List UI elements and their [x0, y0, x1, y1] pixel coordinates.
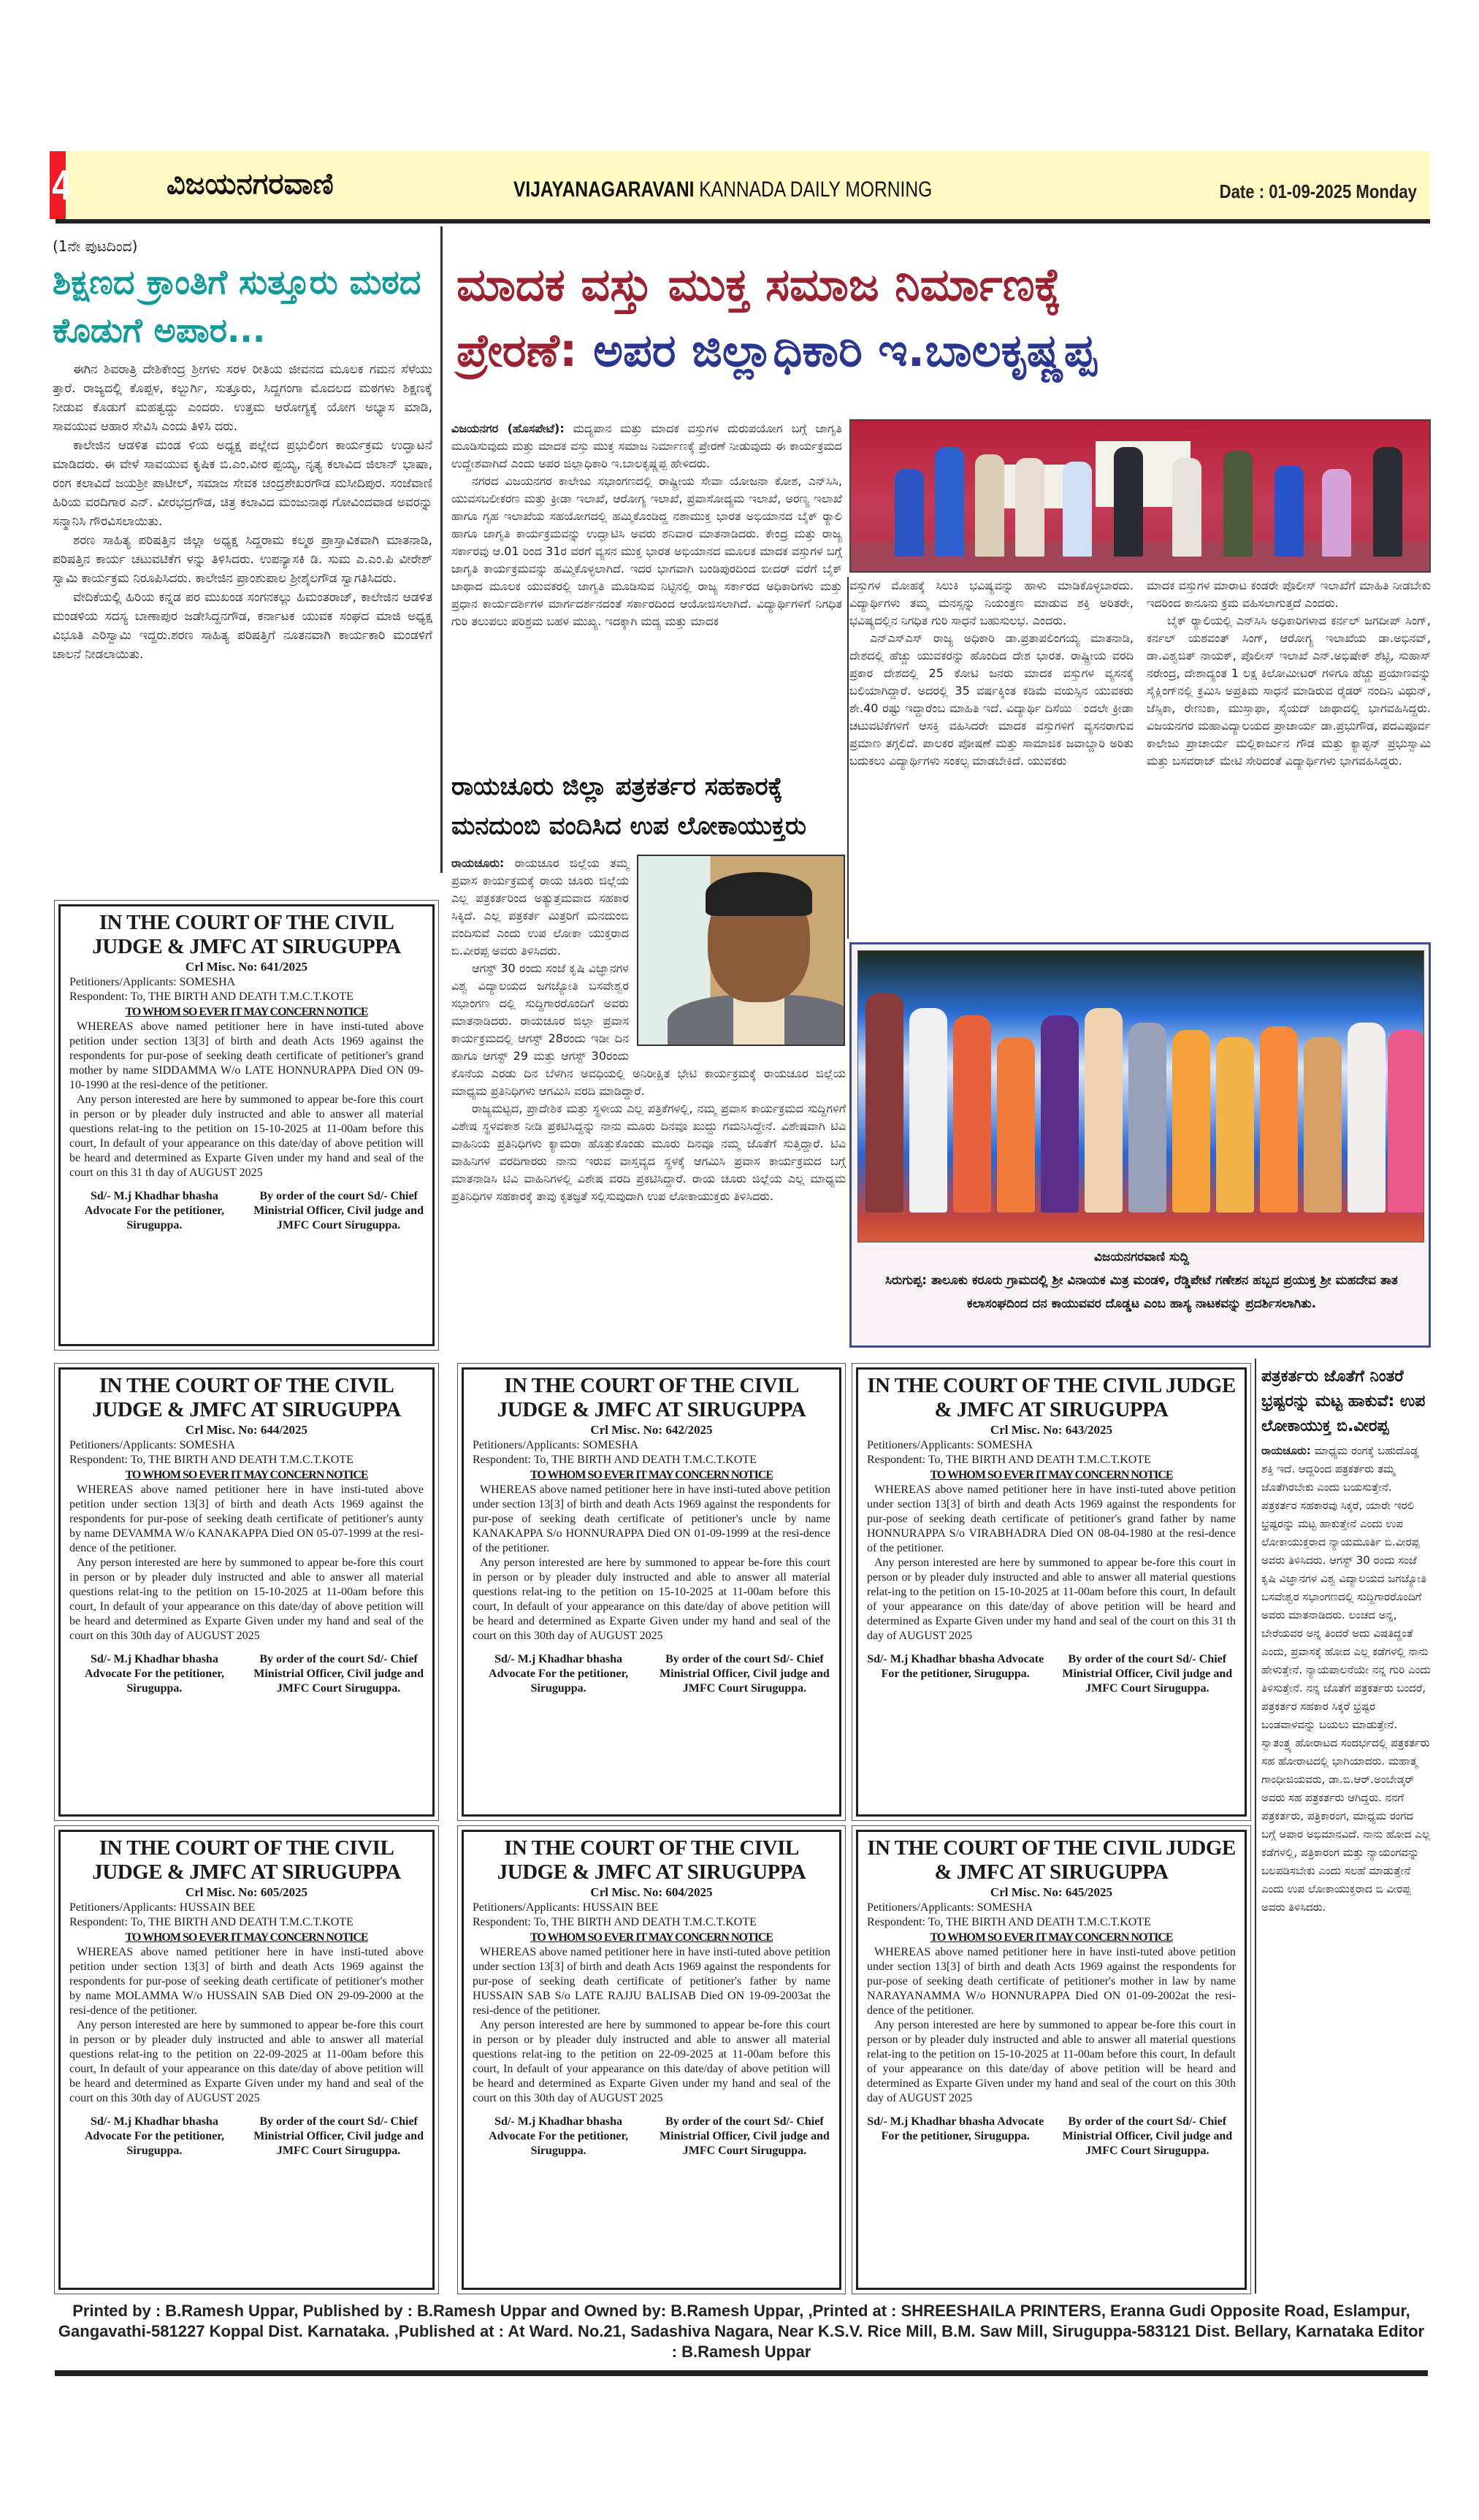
- dateline: ರಾಯಚೂರು:: [451, 856, 505, 870]
- notice-case-number: Crl Misc. No: 645/2025: [990, 1885, 1113, 1899]
- paper-name-bold: VIJAYANAGARAVANI: [513, 177, 695, 202]
- paragraph: ರಾಜ್ಯಮಟ್ಟದ, ಪ್ರಾದೇಶಿಕ ಮತ್ತು ಸ್ಥಳೀಯ ಎಲ್ಲ ಪತ್ರಿಕೆಗಳಲ್ಲಿ, ನಮ್ಮ ಪ್ರವಾಸ ಕಾರ್ಯಕ್ರಮದ ಸುದ್ದಿಗಳಿಗೆ ವಿಶೇಷ ಸ್ಥಳವಕಾಶ ನೀಡಿ ಪ್ರಕಟಿಸಿದ್ದನ್ನು ನಾನು ಮೂರು ದಿನವೂ ಖುದ್ದು ಗಮನಿಸಿದ್ದೇನೆ. ವಿಶೇಷವಾಗಿ ಟಿವಿ ವಾಹಿನಿಯ ಪ್ರತಿನಿಧಿಗಳು ಕ್ಯಾಮರಾ ಹೊತ್ತುಕೊಂಡು ಮೂರು ದಿನವೂ ನಮ್ಮ ಜೊತೆಗೆ ಸುತ್ತಿದ್ದಾರೆ. ಟಿವಿ ವಾಹಿನಿಗಳ ವರದಿಗಾರರು ನಾನು ಇರುವ ವಾಸ್ತವ್ಯದ ಸ್ಥಳಕ್ಕೆ ಆಗಮಿಸಿ ಪ್ರವಾಸ ಕಾರ್ಯಕ್ರಮದ ಬಗ್ಗೆ ಮಾತನಾಡಿಸಿ ಟಿವಿ ವಾಹಿನಿಗಳಲ್ಲಿ ವಿಶೇಷ ವರದಿ ಪ್ರಕಟಿಸಿದ್ದಾರೆ. ರಾಯ ಚೂರು ಜಿಲ್ಲೆಯ ಎಲ್ಲ ಮಾಧ್ಯಮ ಪ್ರತಿನಿಧಿಗಳ ಸಹಕಾರಕ್ಕೆ ತಾವು ಕೃತಜ್ಞತೆ ಸಲ್ಲಿಸುವುದಾಗಿ ಉಪ ಲೋಕಾಯುಕ್ತರು ತಿಳಿಸಿದರು.: [451, 1101, 846, 1203]
- notice-concern: TO WHOM SO EVER IT MAY CONCERN NOTICE: [125, 1469, 368, 1481]
- photo-figure: [1041, 1015, 1079, 1213]
- main-headline-line2-red: ಪ್ರೇರಣೆ:: [456, 324, 578, 377]
- notice-order: By order of the court Sd/- Chief Ministrial Officer, Civil judge and JMFC Court Siruguppa.: [253, 2115, 424, 2157]
- notice-respondent: Respondent: To, THE BIRTH AND DEATH T.M.C.T.KOTE: [867, 1454, 1151, 1466]
- photo-figure: [1085, 1008, 1123, 1213]
- paragraph: ಮದ್ಯಪಾನ ಮತ್ತು ಮಾದಕ ವಸ್ತುಗಳ ದುರುಪಯೋಗ ಬಗ್ಗೆ ಜಾಗೃತಿ ಮೂಡಿಸುವುದು ಮತ್ತು ಮಾದಕ ವಸ್ತು ಮುಕ್ತ ಸಮಾಜ ನಿರ್ಮಾಣಕ್ಕೆ ಪ್ರೇರಣೆ ನೀಡುವುದು ಈ ಕಾರ್ಯಕ್ರಮದ ಉದ್ದೇಶವಾಗಿದೆ ಎಂದು ಅಪರ ಜಿಲ್ಲಾಧಿಕಾರಿ ಇ.ಬಾಲಕೃಷ್ಣಪ್ಪ ಹೇಳಿದರು.: [451, 421, 842, 470]
- photo-figure: [935, 447, 964, 557]
- photo-figure: [1063, 462, 1092, 557]
- notice-whereas: WHEREAS above named petitioner here in have insti-tuted above petition under section 13[3] of birth and death Acts 1969 against the respondents for pur-pose of seeking death certificate of petitioner's aunty by name DEVAMMA W/o KANAKAPPA Died ON 05-07-1999 at the resi-dence of the petitioner.: [69, 1484, 424, 1554]
- photo-figure: [1172, 1030, 1210, 1213]
- notice-order: By order of the court Sd/- Chief Ministrial Officer, Civil judge and JMFC Court Siruguppa.: [1062, 1653, 1233, 1695]
- notice-title: IN THE COURT OF THE CIVIL JUDGE & JMFC AT SIRUGUPPA: [867, 1836, 1236, 1884]
- notice-signatures: [69, 2115, 424, 2158]
- imprint-footer: Printed by : B.Ramesh Uppar, Published by : B.Ramesh Uppar and Owned by: B.Ramesh Uppar, ,Printed at : SHREESHAILA PRINTERS, Eranna Gudi Opposite Road, Eslampur, Gangavathi-581227 Koppal Dist. Karnataka. ,Published at : At Ward. No.21, Sadashiva Nagara, Near K.S.V. Rice Mill, B.M. Saw Mill, Siruguppa-583121 Dist. Bellary, Karnataka Editor : B.Ramesh Uppar: [58, 2302, 1425, 2361]
- notice-title: IN THE COURT OF THE CIVIL JUDGE & JMFC AT SIRUGUPPA: [92, 1374, 401, 1421]
- event-photo: [849, 419, 1431, 573]
- notice-whereas: WHEREAS above named petitioner here in have insti-tuted above petition under section 13[3] of birth and death Acts 1969 against the respondents for pur-pose of seeking death certificate of petitioner's mother in law by name NARAYANAMMA W/o HONNURAPPA Died ON 01-09-2002at the resi-dence of the petitioner.: [867, 1946, 1236, 2017]
- notice-respondent: Respondent: To, THE BIRTH AND DEATH T.M.C.T.KOTE: [473, 1916, 757, 1928]
- paragraph: ರಾಯಚೂರ ಜಿಲ್ಲೆಯ ತಮ್ಮ ಪ್ರವಾಸ ಕಾರ್ಯಕ್ರಮಕ್ಕೆ ರಾಯ ಚೂರು ಜಿಲ್ಲೆಯ ಎಲ್ಲ ಪತ್ರಕರ್ತರಿಂದ ಅತ್ಯುತ್ತಮವಾದ ಸಹಕಾರ ಸಿಕ್ಕಿದೆ. ಎಲ್ಲ ಪತ್ರಕರ್ತ ಮಿತ್ರರಿಗೆ ಮನದುಂಬಿ ವಂದಿಸುವೆ ಎಂದು ಉಪ ಲೋಕಾ ಯುಕ್ತರಾದ ಬಿ.ವೀರಪ್ಪ ಅವರು ತಿಳಿಸಿದರು.: [451, 856, 629, 958]
- paragraph: ಈಗಿನ ಶಿವರಾತ್ರಿ ದೇಶಿಕೇಂದ್ರ ಶ್ರೀಗಳು ಸರಳ ರೀತಿಯ ಜೀವನದ ಮೂಲಕ ಗಮನ ಸೆಳೆಯು ತ್ತಾರೆ. ರಾಜ್ಯದಲ್ಲಿ ಕೊಪ್ಪಳ, ಕಲ್ಬುರ್ಗಿ, ಸುತ್ತೂರು, ಸಿದ್ದಗಂಗಾ ಮೊದಲದ ಮಠಗಳು ಶಿಕ್ಷಣಕ್ಕೆ ನೀಡುವ ಕೊಡುಗೆ ಮಹತ್ವದ್ದು ಎಂದರು. ಉತ್ತಮ ಆರೋಗ್ಯಕ್ಕೆ ಯೋಗ ಅಭ್ಯಾಸ ಮಾಡಿ, ಸಾವಯುವ ಆಹಾರ ಸೇವಿಸಿ ಎಂದು ತಿಳಿಸಿ ದರು.: [53, 362, 432, 434]
- side-story-headline: ಪತ್ರಕರ್ತರು ಜೊತೆಗೆ ನಿಂತರೆ ಭ್ರಷ್ಟರನ್ನು ಮಟ್ಟ ಹಾಕುವೆ: ಉಪ ಲೋಕಾಯುಕ್ತ ಬಿ.ವೀರಪ್ಪ: [1261, 1367, 1426, 1435]
- paragraph: ಶರಣ ಸಾಹಿತ್ಯ ಪರಿಷತ್ತಿನ ಜಿಲ್ಲಾ ಅಧ್ಯಕ್ಷ ಸಿದ್ದರಾಮ ಕಲ್ಮಠ ಪ್ರಾಸ್ತಾವಿಕವಾಗಿ ಮಾತನಾಡಿ, ಪರಿಷತ್ತಿನ ಕಾರ್ಯ ಚಟುವಟಿಕೆಗ ಳನ್ನು ತಿಳಿಸಿದರು. ಉಪನ್ಯಾಸಕಿ ಡಿ. ಸುಮ ಎ.ಎಂ.ಪಿ ವೀರೇಶ್ ಸ್ವಾಮಿ ಕಾರ್ಯಕ್ರಮ ನಿರೂಪಿಸಿದರು. ಕಾಲೇಜಿನ ಪ್ರಾಂಶುಪಾಲ ಶ್ರೀಶೈಲಗೌಡ ಸ್ವಾಗತಿಸಿದರು.: [53, 533, 432, 586]
- photo-figure: [1322, 469, 1351, 557]
- notice-summon: Any person interested are here by summoned to appear be-fore this court in person or by pleader duly instructed and able to answer all material questions relat-ing to the petition on 15-10-2025 at 11-00am before this court, In default of your appearance on this date/day of above petition will be heard and determined as Exparte Given under my hand and seal of the court on this 31 th day of AUGUST 2025: [867, 1557, 1236, 1642]
- photo-figure: [1216, 1037, 1254, 1213]
- notice-summon: Any person interested are here by summoned to appear be-fore this court in person or by pleader duly instructed and able to answer all material questions relat-ing to the petition on 15-10-2025 at 11-00am before this court, In default of your appearance on this date/day of above petition will be heard and determined as Exparte Given under my hand and seal of the court on this 30th day of AUGUST 2025: [69, 1557, 424, 1642]
- notice-respondent: Respondent: To, THE BIRTH AND DEATH T.M.C.T.KOTE: [69, 1454, 353, 1466]
- photo-figure: [1348, 1023, 1386, 1213]
- notice-advocate: Sd/- M.j Khadhar bhasha Advocate For the petitioner, Siruguppa.: [867, 1653, 1044, 1680]
- notice-case-number: Crl Misc. No: 605/2025: [185, 1885, 308, 1899]
- notice-summon: Any person interested are here by summoned to appear be-fore this court in person or by pleader duly instructed and able to answer all material questions relat-ing to the petition on 22-09-2025 at 11-00am before this court, In default of your appearance on this date/day of above petition will be heard and determined as Exparte Given under my hand and seal of the court on this 30th day of AUGUST 2025: [473, 2019, 830, 2104]
- group-photo: [857, 950, 1424, 1242]
- caption-text: ಸಿರುಗುಪ್ಪ: ತಾಲೂಕು ಕರೂರು ಗ್ರಾಮದಲ್ಲಿ ಶ್ರೀ ವಿನಾಯಕ ಮಿತ್ರ ಮಂಡಳಿ, ರೆಡ್ಡಿಪೇಟೆ ಗಣೇಶನ ಹಬ್ಬದ ಪ್ರಯುಕ್ತ ಶ್ರೀ ಮಹದೇವ ತಾತ ಕಲಾಸಂಘದಿಂದ ದನ ಕಾಯುವವರ ದೊಡ್ಡಟ ಎಂಬ ಹಾಸ್ಯ ನಾಟಕವನ್ನು ಪ್ರದರ್ಶಿಸಲಾಗಿತು.: [885, 1273, 1398, 1311]
- main-story-col3: [1147, 577, 1431, 936]
- notice-petitioner: Petitioners/Applicants: HUSSAIN BEE: [69, 1901, 256, 1914]
- notice-order: By order of the court Sd/- Chief Ministrial Officer, Civil judge and JMFC Court Siruguppa.: [660, 2115, 830, 2157]
- notice-concern: TO WHOM SO EVER IT MAY CONCERN NOTICE: [530, 1469, 773, 1481]
- notice-advocate: Sd/- M.j Khadhar bhasha Advocate For the petitioner, Siruguppa.: [84, 2115, 224, 2157]
- photo-figure: [1388, 1030, 1424, 1213]
- paper-logo-kannada: ವಿಜಯನಗರವಾಣಿ: [167, 167, 334, 201]
- main-story-right: [849, 577, 1431, 936]
- notice-whereas: WHEREAS above named petitioner here in have insti-tuted above petition under section 13[3] of birth and death Acts 1969 against the respondents for pur-pose of seeking death certificate of petitioner's uncle by name KANAKAPPA S/o HONNURAPPA Died ON 01-09-1999 at the resi-dence of the petitioner.: [473, 1484, 830, 1554]
- notice-order: By order of the court Sd/- Chief Ministrial Officer, Civil judge and JMFC Court Siruguppa.: [1062, 2115, 1233, 2157]
- paragraph: ವಸ್ತುಗಳ ಮೋಹಕ್ಕೆ ಸಿಲುಕಿ ಭವಿಷ್ಯವನ್ನು ಹಾಳು ಮಾಡಿಕೊಳ್ಳಬಾರದು. ವಿದ್ಯಾರ್ಥಿಗಳು ತಮ್ಮ ಮನಸ್ಸನ್ನು ನಿಯಂತ್ರಣ ಮಾಡುವ ಶಕ್ತಿ ಅರಿತರೇ, ಭವಿಷ್ಯದಲ್ಲಿನ ನಿಗಧಿತ ಗುರಿ ಸಾಧನೆ ಬಹುಸುಲಭ. ಎಂದರು.: [849, 579, 1134, 627]
- notice-summon: Any person interested are here by summoned to appear be-fore this court in person or by pleader duly instructed and able to answer all material questions relat-ing to the petition on 15-10-2025 at 11-00am before this court, In default of your appearance on this date/day of above petition will be heard and determined as Exparte Given under my hand and seal of the court on this 31 th day of AUGUST 2025: [69, 1093, 424, 1179]
- paragraph: ಬೈಕ್ ರ‍್ಯಾಲಿಯಲ್ಲಿ ಎನ್‌ಸಿಸಿ ಅಧಿಕಾರಿಗಳಾದ ಕರ್ನಲ್ ಜಗದೀಪ್ ಸಿಂಗ್, ಕರ್ನಲ್ ಯಶವಂತ್ ಸಿಂಗ್, ಆರೋಗ್ಯ ಇಲಾಖೆಯ ಡಾ.ಅಭಿನವ್, ಡಾ.ವಿಶ್ವಜಿತ್ ನಾಯಕ್, ಪೊಲೀಸ್ ಇಲಾಖೆ ಎನ್.ಅಭಿಷೇಕ್ ಶೆಟ್ಟಿ, ಸುಹಾಸ್ ನರೇಂದ್ರ, ದೇಶಾದ್ಯಂತ 1 ಲಕ್ಷ ಕಿಲೋಮೀಟರ್ ಗಳಿಗೂ ಹೆಚ್ಚು ಪ್ರಯಾಣವನ್ನು ಸೈಕ್ಲಿಂಗ್‌ನಲ್ಲಿ ಕ್ರಮಿಸಿ ಅಪ್ರತಿಮ ಸಾಧನೆ ಮಾಡಿರುವ ರೈಡರ್ ನಂದಿನಿ ವಿಥುನ್, ಜೆಸ್ಸಿಕಾ, ರೇಣುಕಾ, ಮುಸ್ತಾಫಾ, ಸೈಯದ್ ಜಾಥಾದಲ್ಲಿ ಭಾಗವಹಿಸಿದ್ದರು. ವಿಜಯನಗರ ಮಹಾವಿದ್ಯಾಲಯದ ಪ್ರಾಚಾರ್ಯ ಡಾ.ಪ್ರಭುಗೌಡ, ಪದವಿಪೂರ್ವ ಕಾಲೇಜು ಪ್ರಾಚಾರ್ಯ ಮಲ್ಲಿಕಾರ್ಜುನ ಗೌಡ ಮತ್ತು ಕ್ಯಾಪ್ಟನ್ ಪ್ರಭುಸ್ವಾಮಿ ಮತ್ತು ಬಸವರಾಜ್ ಮೇಟಿ ಸೇರಿದಂತೆ ವಿದ್ಯಾರ್ಥಿಗಳು ಭಾಗವಹಿಸಿದ್ದರು.: [1147, 614, 1431, 768]
- paragraph: ಮಾಧ್ಯಮ ರಂಗಕ್ಕೆ ಬಹುದೊಡ್ಡ ಶಕ್ತಿ ಇದೆ. ಆದ್ದರಿಂದ ಪತ್ರಕರ್ತರು ತಮ್ಮ ಜೊತೆಗಿರಬೇಕು ಎಂದು ಬಯಸುತ್ತೇನೆ. ಪತ್ರಕರ್ತರ ಸಹಕಾರವು ಸಿಕ್ಕರೆ, ಯಾರೇ ಇರಲಿ ಭ್ರಷ್ಟರನ್ನು ಮಟ್ಟ ಹಾಕುತ್ತೇನೆ ಎಂದು ಉಪ ಲೋಕಾಯುಕ್ತರಾದ ನ್ಯಾಯಮೂರ್ತಿ ಬಿ.ವೀರಪ್ಪ ಅವರು ತಿಳಿಸಿದರು. ಆಗಸ್ಟ್ 30 ರಂದು ಸಂಜೆ ಕೃಷಿ ವಿಜ್ಞಾನಗಳ ವಿಶ್ವ ವಿದ್ಯಾಲಯದ ಜಗಜ್ಯೋತಿ ಬಸವೇಶ್ವರ ಸಭಾಂಗಣದಲ್ಲಿ ಸುದ್ದಿಗಾರರೊಂದಿಗೆ ಅವರು ಮಾತನಾಡಿದರು. ಲಂಚದ ಅನ್ನ, ಬೇರೆಯವರ ಅನ್ನ ತಿಂದರೆ ಅದು ವಿಷತಿದ್ದಂತೆ ಎಂದು, ಪ್ರವಾಸಕ್ಕೆ ಹೋದ ಎಲ್ಲ ಕಡೆಗಳಲ್ಲಿ ನಾನು ಹೇಳುತ್ತೇನೆ. ನ್ಯಾಯಪಾಲನೆಯೇ ನನ್ನ ಗುರಿ ಎಂದು ತಿಳಿಸುತ್ತೇನೆ. ನನ್ನ ಜೊತೆಗೆ ಪತ್ರಕರ್ತರು ಬಂದರೆ, ಪತ್ರಕರ್ತರ ಸಹಕಾರ ಸಿಕ್ಕರೆ ಭ್ರಷ್ಟರ ಬಂಡವಾಳವನ್ನು ಬಯಲು ಮಾಡುತ್ತೇನೆ. ಸ್ವಾತಂತ್ರ್ಯ ಹೋರಾಟದ ಸಂದರ್ಭದಲ್ಲಿ ಪತ್ರಕರ್ತರು ಸಹ ಹೋರಾಟದಲ್ಲಿ ಭಾಗಿಯಾದರು. ಮಹಾತ್ಮ ಗಾಂಧೀಜಿಯವರು, ಡಾ.ಬಿ.ಆರ್.ಅಂಬೇಡ್ಕರ್ ಅವರು ಸಹ ಪತ್ರಕರ್ತರು ಆಗಿದ್ದರು. ನನಗೆ ಪತ್ರಕರ್ತರು, ಪತ್ರಿಕಾರಂಗ, ಮಾಧ್ಯಮ ರಂಗದ ಬಗ್ಗೆ ಅಪಾರ ಅಭಿಮಾನವಿದೆ. ನಾನು ಹೋದ ಎಲ್ಲ ಕಡೆಗಳಲ್ಲಿ, ಪತ್ರಿಕಾರಂಗ ಮತ್ತು ನ್ಯಾಯಂಗವನ್ನು ಬಲಪಡಿಸಬೇಕು ಎಂದು ಸಲಹೆ ಮಾಡುತ್ತೇನೆ ಎಂದು ಉಪ ಲೋಕಾಯುಕ್ತರಾದ ಬಿ ವೀರಪ್ಪ ಅವರು ತಿಳಿಸಿದರು.: [1261, 1444, 1431, 1914]
- court-notice: [58, 1830, 435, 2290]
- notice-case-number: Crl Misc. No: 641/2025: [185, 960, 308, 974]
- side-story: [1261, 1364, 1431, 2292]
- court-notice: [58, 1367, 435, 1817]
- issue-date: Date : 01-09-2025 Monday: [1219, 180, 1417, 202]
- masthead: [50, 151, 1430, 219]
- notice-summon: Any person interested are here by summoned to appear be-fore this court in person or by pleader duly instructed and able to answer all material questions relat-ing to the petition on 22-09-2025 at 11-00am before this court, In default of your appearance on this date/day of above petition will be heard and determined as Exparte Given under my hand and seal of the court on this 30th day of AUGUST 2025: [69, 2019, 424, 2104]
- notice-order: By order of the court Sd/- Chief Ministrial Officer, Civil judge and JMFC Court Siruguppa.: [253, 1190, 424, 1232]
- main-headline-line1: ಮಾದಕ ವಸ್ತು ಮುಕ್ತ ಸಮಾಜ ನಿರ್ಮಾಣಕ್ಕೆ: [456, 258, 1061, 311]
- side-story-body: [1261, 1442, 1431, 1917]
- left-story-body: [53, 360, 432, 664]
- notice-summon: Any person interested are here by summoned to appear be-fore this court in person or by pleader duly instructed and able to answer all material questions relat-ing to the petition on 15-10-2025 at 11-00am before this court, In default of your appearance on this date/day of above petition will be heard and determined as Exparte Given under my hand and seal of the court on this 30th day of AUGUST 2025: [867, 2019, 1236, 2104]
- photo-figure: [1274, 465, 1304, 557]
- court-notice: [462, 1830, 841, 2290]
- notice-advocate: Sd/- M.j Khadhar bhasha Advocate For the petitioner, Siruguppa.: [489, 1653, 629, 1695]
- notice-summon: Any person interested are here by summoned to appear be-fore this court in person or by pleader duly instructed and able to answer all material questions relat-ing to the petition on 15-10-2025 at 11-00am before this court, In default of your appearance on this date/day of above petition will be heard and determined as Exparte Given under my hand and seal of the court on this 30th day of AUGUST 2025: [473, 1557, 830, 1642]
- photo-figure: [1172, 458, 1201, 557]
- portrait-photo: [637, 855, 845, 1046]
- court-notice: [462, 1367, 841, 1817]
- photo-figure: [997, 1037, 1035, 1213]
- main-story-col1: [451, 420, 842, 763]
- photo-figure: [1373, 447, 1402, 557]
- main-story-col2: [849, 577, 1134, 936]
- notice-respondent: Respondent: To, THE BIRTH AND DEATH T.M.C.T.KOTE: [69, 1916, 353, 1928]
- notice-petitioner: Petitioners/Applicants: SOMESHA: [69, 976, 236, 988]
- court-notice: [58, 904, 435, 1346]
- notice-title: IN THE COURT OF THE CIVIL JUDGE & JMFC AT SIRUGUPPA: [497, 1836, 806, 1884]
- paragraph: ಆಗಸ್ಟ್ 30 ರಂದು ಸಂಜೆ ಕೃಷಿ ವಿಜ್ಞಾನಗಳ ವಿಶ್ವ ವಿದ್ಯಾಲಯದ ಜಗಜ್ಯೋತಿ ಬಸವೇಶ್ವರ ಸಭಾಂಗಣ ದಲ್ಲಿ ಸುದ್ದಿಗಾರರೊಂದಿಗೆ ಅವರು ಮಾತನಾಡಿದರು. ರಾಯಚೂರ ಜಿಲ್ಲಾ ಪ್ರವಾಸ ಕಾರ್ಯಕ್ರಮದಲ್ಲಿ ಆಗಸ್ಟ್ 28ರಂದು ಇಡೀ ದಿನ ಹಾಗೂ ಆಗಸ್ಟ್ 29 ಮತ್ತು ಆಗಸ್ಟ್ 30ರಂದು ಕೊನೆಯ ಎರಡು ದಿನ ಬೆಳಗಿನ ಅವಧಿಯಲ್ಲಿ ಅನಿರೀಕ್ಷಿತ ಭೇಟಿ ಕಾರ್ಯಕ್ರಮಕ್ಕೆ ರಾಯಚೂರ ಜಿಲ್ಲೆಯ ಮಾಧ್ಯಮ ಪ್ರತಿನಿಧಿಗಳು ಆಗಮಿಸಿ ವರದಿ ಮಾಡಿದ್ದಾರೆ.: [451, 961, 846, 1098]
- notice-signatures: [867, 2115, 1236, 2158]
- notice-signatures: [867, 1652, 1236, 1696]
- notice-petitioner: Petitioners/Applicants: SOMESHA: [473, 1439, 639, 1451]
- masthead-rule: [56, 219, 1430, 224]
- paragraph: ಮಾದಕ ವಸ್ತುಗಳ ಮಾರಾಟ ಕಂಡರೇ ಪೊಲೀಸ್ ಇಲಾಖೆಗೆ ಮಾಹಿತಿ ನೀಡಬೇಕು ಇದರಿಂದ ಕಾನೂನು ಕ್ರಮ ವಹಿಸಲಾಗುತ್ತದೆ ಎಂದರು.: [1147, 579, 1431, 610]
- left-story-headline: ಶಿಕ್ಷಣದ ಕ್ರಾಂತಿಗೆ ಸುತ್ತೂರು ಮಠದ ಕೊಡುಗೆ ಅಪಾರ...: [53, 262, 421, 350]
- court-notice: [856, 1367, 1247, 1817]
- notice-case-number: Crl Misc. No: 644/2025: [185, 1423, 308, 1437]
- paper-name: [513, 177, 932, 202]
- notice-respondent: Respondent: To, THE BIRTH AND DEATH T.M.C.T.KOTE: [473, 1454, 757, 1466]
- photo-figure: [1015, 458, 1044, 557]
- caption-credit: ವಿಜಯನಗರವಾಣಿ ಸುದ್ದಿ: [1093, 1250, 1190, 1264]
- paragraph: ಕಾಲೇಜಿನ ಆಡಳಿತ ಮಂಡ ಳಿಯ ಅಧ್ಯಕ್ಷ ಪಲ್ಲೇದ ಪ್ರಭುಲಿಂಗ ಕಾರ್ಯಕ್ರಮ ಉದ್ಘಾಟನೆ ಮಾಡಿದರು. ಈ ವೇಳೆ ಸಾವಯುವ ಕೃಷಿಕ ಬಿ.ಎಂ.ವೀರ ಪ್ಪಯ್ಯ, ನೃತ್ಯ ಕಲಾವಿದ ಜಿಲಾನ್ ಭಾಷಾ, ರಂಗ ಕಲಾವಿದೆ ಜಯಶ್ರೀ ಪಾಟೀಲ್, ಸಮಾಜ ಸೇವಕ ಚಂದ್ರಶೇಖರಗೌಡ ಮಸೀದಿಪುರ. ಸಂಜೆವಾಣಿ ಹಿರಿಯ ವರದಿಗಾರ ಎನ್. ವೀರಭದ್ರಗೌಡ, ಚಿತ್ರ ಕಲಾವಿದ ಮಂಜುನಾಥ ಗೋವಿಂದವಾಡ ಅವರನ್ನು ಸನ್ಮಾನಿಸಿ ಗೌರವಿಸಲಾಯಿತು.: [53, 438, 432, 529]
- raichur-headline: ರಾಯಚೂರು ಜಿಲ್ಲಾ ಪತ್ರಕರ್ತರ ಸಹಕಾರಕ್ಕೆ ಮನದುಂಬಿ ವಂದಿಸಿದ ಉಪ ಲೋಕಾಯುಕ್ತರು: [451, 772, 806, 841]
- notice-petitioner: Petitioners/Applicants: SOMESHA: [69, 1439, 236, 1451]
- notice-whereas: WHEREAS above named petitioner here in have insti-tuted above petition under section 13[3] of birth and death Acts 1969 against the respondents for pur-pose of seeking death certificate of petitioner's grand mother by name SIDDAMMA W/o LATE HONNURAPPA Died ON 09-10-1990 at the resi-dence of the petitioner.: [69, 1020, 424, 1091]
- notice-case-number: Crl Misc. No: 604/2025: [590, 1885, 713, 1899]
- photo-figure: [975, 454, 1004, 557]
- notice-petitioner: Petitioners/Applicants: SOMESHA: [867, 1901, 1033, 1914]
- notice-whereas: WHEREAS above named petitioner here in have insti-tuted above petition under section 13[3] of birth and death Acts 1969 against the respondents for pur-pose of seeking death certificate of petitioner's grand father by name HONNURAPPA S/o VIRABHADRA Died ON 08-04-1980 at the resi-dence of the petitioner.: [867, 1484, 1236, 1554]
- photo-figure: [895, 469, 924, 557]
- notice-concern: TO WHOM SO EVER IT MAY CONCERN NOTICE: [930, 1469, 1173, 1481]
- left-story: [53, 237, 432, 895]
- column-divider: [440, 226, 443, 873]
- notice-advocate: Sd/- M.j Khadhar bhasha Advocate For the petitioner, Siruguppa.: [84, 1653, 224, 1695]
- photo-figure: [1260, 1026, 1298, 1213]
- dateline: ರಾಯಚೂರು:: [1261, 1444, 1311, 1457]
- notice-title: IN THE COURT OF THE CIVIL JUDGE & JMFC AT SIRUGUPPA: [92, 911, 401, 958]
- notice-advocate: Sd/- M.j Khadhar bhasha Advocate For the petitioner, Siruguppa.: [489, 2115, 629, 2157]
- notice-case-number: Crl Misc. No: 642/2025: [590, 1423, 713, 1437]
- paper-tagline: KANNADA DAILY MORNING: [699, 177, 933, 202]
- main-headline-line2-blue: ಅಪರ ಜಿಲ್ಲಾಧಿಕಾರಿ ಇ.ಬಾಲಕೃಷ್ಣಪ್ಪ: [593, 324, 1097, 377]
- notice-title: IN THE COURT OF THE CIVIL JUDGE & JMFC AT SIRUGUPPA: [497, 1374, 806, 1421]
- notice-respondent: Respondent: To, THE BIRTH AND DEATH T.M.C.T.KOTE: [867, 1916, 1151, 1928]
- notice-concern: TO WHOM SO EVER IT MAY CONCERN NOTICE: [125, 1931, 368, 1944]
- photo-figure: [1128, 1023, 1166, 1213]
- main-headline: [456, 252, 1428, 383]
- notice-concern: TO WHOM SO EVER IT MAY CONCERN NOTICE: [125, 1006, 368, 1018]
- notice-order: By order of the court Sd/- Chief Ministrial Officer, Civil judge and JMFC Court Siruguppa.: [253, 1653, 424, 1695]
- photo-figure: [909, 1008, 947, 1213]
- footer-rule: [55, 2370, 1428, 2376]
- notice-petitioner: Petitioners/Applicants: SOMESHA: [867, 1439, 1033, 1451]
- paragraph: ವೇದಿಕೆಯಲ್ಲಿ ಹಿರಿಯ ಕನ್ನಡ ಪರ ಮುಖಂಡ ಸಂಗನಕಲ್ಲು ಹಿಮಂತರಾಜ್, ಕಾಲೇಜಿನ ಆಡಳಿತ ಮಂಡಳಿಯ ಸದಸ್ಯ ಬಾಣಾಪುರ ಜಡೇಸಿದ್ದನಗೌಡ, ಕರ್ನಾಟಕ ಯುವಕ ಸಂಘದ ಮಾಜಿ ಅಧ್ಯಕ್ಷ ವಿಭೂತಿ ಎರಿಸ್ವಾಮಿ ಇದ್ದರು.ಶರಣ ಸಾಹಿತ್ಯ ಪರಿಷತ್ತಿಗೆ ನೂತನವಾಗಿ ಕಾರ್ಯಕಾರಿ ಮಂಡಳಿಗೆ ಚಾಲನೆ ನೀಡಲಾಯಿತು.: [53, 590, 432, 662]
- column-divider: [847, 577, 849, 939]
- photo-caption-box: [849, 942, 1431, 1348]
- paragraph: ನಗರದ ವಿಜಯನಗರ ಕಾಲೇಜು ಸಭಾಂಗಣದಲ್ಲಿ ರಾಷ್ಟ್ರೀಯ ಸೇವಾ ಯೋಜನಾ ಕೋಶ, ಎನ್‌ಸಿಸಿ, ಯುವಸಬಲೀಕರಣ ಮತ್ತು ಕ್ರೀಡಾ ಇಲಾಖೆ, ಆರೋಗ್ಯ ಇಲಾಖೆ, ಪ್ರವಾಸೋದ್ಯಮ ಇಲಾಖೆ, ಅರಣ್ಯ ಇಲಾಖೆ ಹಾಗೂ ಗೃಹ ಇಲಾಖೆಯ ಸಹಯೋಗದಲ್ಲಿ ಹಮ್ಮಿಕೊಂಡಿದ್ದ ನಶಾಮುಕ್ತ ಭಾರತ ಅಭಿಯಾನದ ಬೈಕ್ ರ‍್ಯಾಲಿ ಹಾಗೂ ಜಾಗೃತಿ ಕಾರ್ಯಕ್ರಮವನ್ನು ಉದ್ಘಾಟಿಸಿ ಅವರು ಶನಿವಾರ ಮಾತನಾಡಿದರು. ಕೇಂದ್ರ ಮತ್ತು ರಾಜ್ಯ ಸರ್ಕಾರವು ಆ.01 ರಿಂದ 31ರ ವರಗೆ ವ್ಯಸನ ಮುಕ್ತ ಭಾರತ ಅಭಿಯಾನದ ಮೂಲಕ ಮಾದಕ ವಸ್ತುಗಳ ಬಗ್ಗೆ ಜಾಗೃತಿ ಕಾರ್ಯಕ್ರಮವನ್ನು ಹಮ್ಮಿಕೊಳ್ಳಲಾಗಿದೆ. ಇದರ ಭಾಗವಾಗಿ ಬಂಡಿಪುರದಿಂದ ಬೀದರ್ ವರೆಗೆ ಬೈಕ್ ಜಾಥಾದ ಮೂಲಕ ಯುವಕರಲ್ಲಿ ಜಾಗೃತಿ ಮೂಡಿಸುವ ನಿಟ್ಟಿನಲ್ಲಿ ರಾಜ್ಯ ಸರ್ಕಾರದ ಅಧಿಕಾರಿಗಳು ಮತ್ತು ಪ್ರಧಾನ ಕಾರ್ಯದರ್ಶಿಗಳ ಮಾರ್ಗದರ್ಶನದಂತೆ ಸರ್ಕಾರದಿಂದ ಆಯೋಜಿಸಲಾಗಿದೆ. ವಿದ್ಯಾರ್ಥಿಗಳಿಗೆ ನಿಗಧಿತ ಗುರಿ ತಲುಪಲು ಪರಿಶ್ರಮ ಬಹಳ ಮುಖ್ಯ. ಇದಕ್ಕಾಗಿ ಮದ್ಯ ಮತ್ತು ಮಾದಕ: [451, 474, 842, 628]
- notice-order: By order of the court Sd/- Chief Ministrial Officer, Civil judge and JMFC Court Siruguppa.: [660, 1653, 830, 1695]
- notice-signatures: [473, 2115, 830, 2158]
- notice-signatures: [473, 1652, 830, 1696]
- photo-figure: [1114, 447, 1143, 557]
- notice-case-number: Crl Misc. No: 643/2025: [990, 1423, 1113, 1437]
- notice-concern: TO WHOM SO EVER IT MAY CONCERN NOTICE: [930, 1931, 1173, 1944]
- court-notice: [856, 1830, 1247, 2290]
- column-divider: [1255, 1359, 1256, 2294]
- notice-advocate: Sd/- M.j Khadhar bhasha Advocate For the petitioner, Siruguppa.: [867, 2115, 1044, 2142]
- dateline: ವಿಜಯನಗರ (ಹೊಸಪೇಟೆ):: [451, 421, 565, 435]
- photo-figure: [865, 993, 903, 1213]
- page-number-badge: 4: [50, 151, 66, 219]
- notice-whereas: WHEREAS above named petitioner here in have insti-tuted above petition under section 13[3] of birth and death Acts 1969 against the respondents for pur-pose of seeking death certificate of petitioner's father by name HUSSAIN SAB S/o LATE RAJJU BALISAB Died ON 19-09-2003at the resi-dence of the petitioner.: [473, 1946, 830, 2017]
- notice-petitioner: Petitioners/Applicants: HUSSAIN BEE: [473, 1901, 659, 1914]
- paragraph: ಎನ್‌ಎಸ್‌ಎಸ್ ರಾಜ್ಯ ಅಧಿಕಾರಿ ಡಾ.ಪ್ರತಾಪಲಿಂಗಯ್ಯ ಮಾತನಾಡಿ, ದೇಶದಲ್ಲಿ ಹೆಚ್ಚು ಯುವಕರನ್ನು ಹೊಂದಿದ ದೇಶ ಭಾರತ. ರಾಷ್ಟ್ರೀಯ ವರದಿ ಪ್ರಕಾರ ದೇಶದಲ್ಲಿ 25 ಕೋಟಿ ಜನರು ಮಾದಕ ವಸ್ತುಗಳ ವ್ಯಸನಕ್ಕೆ ಬಲಿಯಾಗಿದ್ದಾರೆ. ಅದರಲ್ಲಿ 35 ವರ್ಷಕ್ಕಿಂತ ಕಡಿಮೆ ವಯಸ್ಸಿನ ಯುವಕರು ಶೇ.40 ರಷ್ಟು ಇದ್ದಾರೆಂಬ ಮಾಹಿತಿ ಇದೆ. ವಿದ್ಯಾರ್ಥಿ ದಿಸೆಯಿ ಂದಲೇ ಕ್ರೀಡಾ ಚಟುವಟಿಕೆಗಳಿಗೆ ಆಸಕ್ತಿ ವಹಿಸಿದರೇ ಮಾದಕ ವಸ್ತುಗಳಿಗೆ ವ್ಯಸನರಾಗುವ ಪ್ರಮಾಣ ತಗ್ಗಲಿದೆ. ಪಾಲಕರ ಪೋಷಣೆ ಮತ್ತು ಸಾಮಾಜಿಕ ಜವಾಬ್ದಾರಿ ಅರಿತು ಬದುಕಲು ವಿದ್ಯಾರ್ಥಿಗಳು ಸಂಕಲ್ಪ ಮಾಡಬೇಕಿದೆ. ಯುವಕರು: [849, 631, 1134, 768]
- notice-signatures: [69, 1189, 424, 1233]
- photo-figure: [953, 1015, 991, 1213]
- notice-signatures: [69, 1652, 424, 1696]
- notice-title: IN THE COURT OF THE CIVIL JUDGE & JMFC AT SIRUGUPPA: [92, 1836, 401, 1884]
- photo-figure: [1223, 451, 1253, 557]
- notice-title: IN THE COURT OF THE CIVIL JUDGE & JMFC AT SIRUGUPPA: [867, 1374, 1236, 1421]
- photo-figure: [1304, 1037, 1342, 1213]
- notice-concern: TO WHOM SO EVER IT MAY CONCERN NOTICE: [530, 1931, 773, 1944]
- notice-whereas: WHEREAS above named petitioner here in have insti-tuted above petition under section 13[3] of birth and death Acts 1969 against the respondents for pur-pose of seeking death certificate of petitioner's mother by name MOLAMMA W/o HUSSAIN SAB Died ON 29-09-2000 at the resi-dence of the petitioner.: [69, 1946, 424, 2017]
- notice-advocate: Sd/- M.j Khadhar bhasha Advocate For the petitioner, Siruguppa.: [84, 1190, 224, 1232]
- notice-respondent: Respondent: To, THE BIRTH AND DEATH T.M.C.T.KOTE: [69, 990, 353, 1003]
- continued-label: (1ನೇ ಪುಟದಿಂದ): [53, 237, 138, 255]
- photo-caption: [859, 1245, 1424, 1316]
